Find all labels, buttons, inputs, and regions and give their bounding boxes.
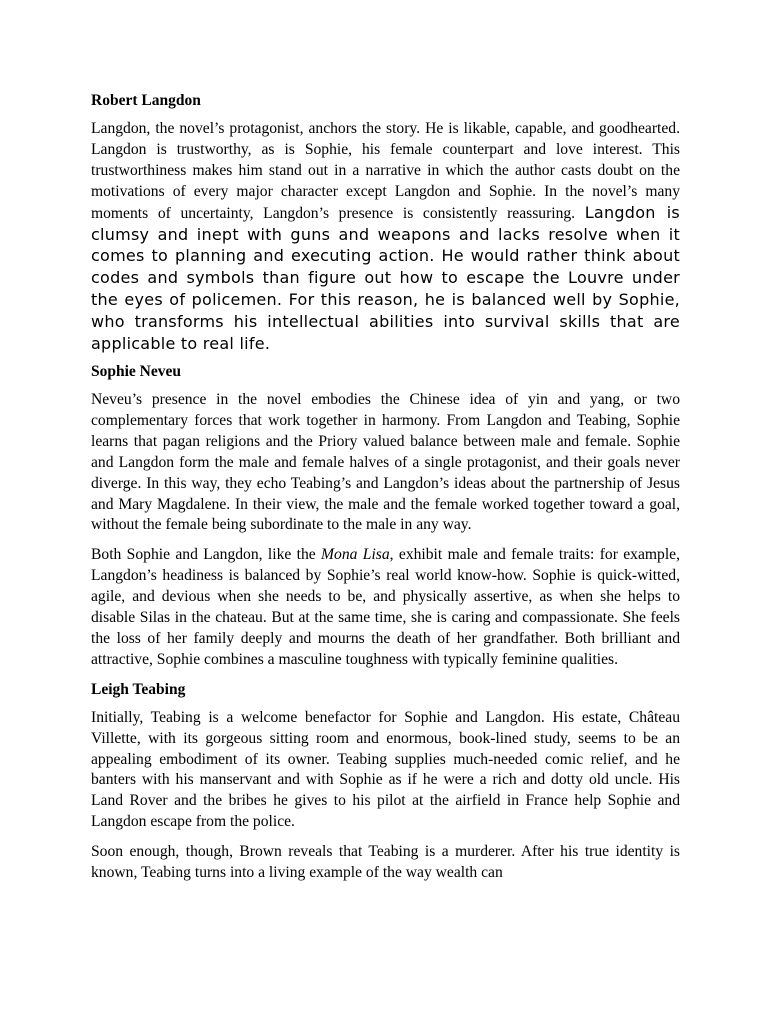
section-sophie-neveu [91,362,680,671]
paragraph-sans-text: Langdon is clumsy and inept with guns and weapons and lacks resolve when it comes to planning and executing action. He would rather think about codes and symbols than figure out how to escape the Louvre under the eyes of policemen. For this reason, he is balanced well by Sophie, who transforms his intellectual abilities into survival skills that are applicable to real life. [91,202,680,354]
paragraph-serif-text: Langdon, the novel’s protagonist, anchors the story. He is likable, capable, and goodhearted. Langdon is trustworthy, as is Sophie, his female counterpart and love interest. This trustworthiness makes him stand out in a narrative in which the author casts doubt on the motivations of every major character except Langdon and Sophie. In the novel’s many moments of uncertainty, Langdon’s presence is consistently reassuring. [91,120,680,222]
paragraph-text: , exhibit male and female traits: for example, Langdon’s headiness is balanced by Sophie’s real world know-how. Sophie is quick-witted, agile, and devious when she needs to be, and physically assertive, as when she helps to disable Silas in the chateau. But at the same time, she is caring and compassionate. She feels the loss of her family deeply and mourns the death of her grandfather. Both brilliant and attractive, Sophie combines a masculine toughness with typically feminine qualities. [91,546,680,668]
paragraph: Initially, Teabing is a welcome benefactor for Sophie and Langdon. His estate, Château Villette, with its gorgeous sitting room and enormous, book-lined study, seems to be an appealing embodiment of its owner. Teabing supplies much-needed comic relief, and he banters with his manservant and with Sophie as if he were a rich and dotty old uncle. His Land Rover and the bribes he gives to his pilot at the airfield in France help Sophie and Langdon escape from the police. [91,708,680,831]
paragraph [91,545,680,670]
paragraph [91,119,680,356]
section-heading: Sophie Neveu [91,362,181,380]
paragraph-text: Both Sophie and Langdon, like the [91,546,316,564]
section-robert-langdon [91,91,680,356]
paragraph: Neveu’s presence in the novel embodies the Chinese idea of yin and yang, or two complementary forces that work together in harmony. From Langdon and Teabing, Sophie learns that pagan religions and the Priory valued balance between male and female. Sophie and Langdon form the male and female halves of a single protagonist, and their goals never diverge. In this way, they echo Teabing’s and Langdon’s ideas about the partnership of Jesus and Mary Magdalene. In their view, the male and the female worked together toward a goal, without the female being subordinate to the male in any way. [91,390,680,534]
paragraph: Soon enough, though, Brown reveals that Teabing is a murderer. After his true identity is known, Teabing turns into a living example of the way wealth can [91,843,680,882]
section-heading: Robert Langdon [91,92,201,109]
section-leigh-teabing [91,680,680,884]
section-heading: Leigh Teabing [91,680,186,698]
italic-title: Mona Lisa [321,546,390,564]
